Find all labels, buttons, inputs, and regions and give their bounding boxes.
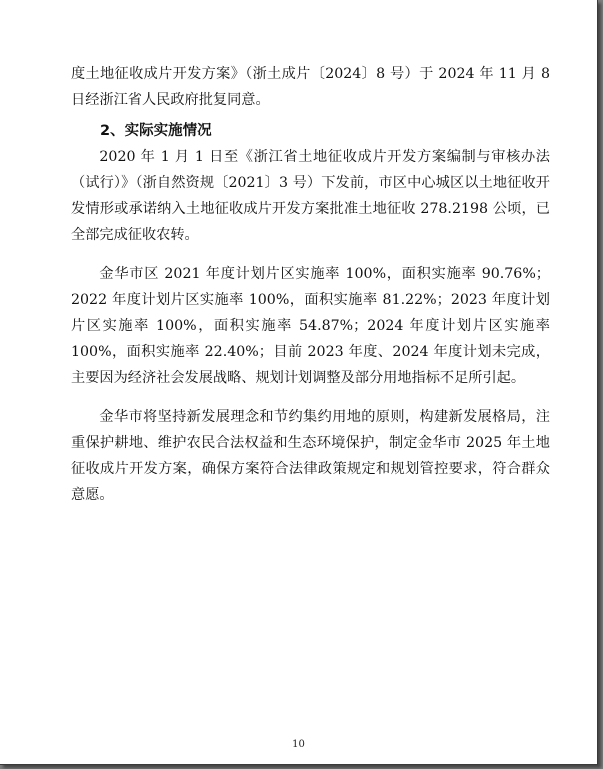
paragraph-plan: 金华市将坚持新发展理念和节约集约用地的原则，构建新发展格局，注重保护耕地、维护农民合法权益和生态环境保护，制定金华市 2025 年土地征收成片开发方案，确保方案符合法律政策规定和规划管控要求，符合群众意愿。: [71, 409, 550, 503]
paragraph-approval: 度土地征收成片开发方案》（浙土成片〔2024〕8 号）于 2024 年 11 月 8 日经浙江省人民政府批复同意。: [71, 66, 550, 108]
paragraph-history: 2020 年 1 月 1 日至《浙江省土地征收成片开发方案编制与审核办法（试行）》（浙自然资规〔2021〕3 号）下发前，市区中心城区以土地征收开发情形或承诺纳入土地征收成片开发方案批准土地征收 278.2198 公顷，已全部完成征收农转。: [71, 149, 550, 243]
paragraph-rates: 金华市区 2021 年度计划片区实施率 100%，面积实施率 90.76%；2022 年度计划片区实施率 100%，面积实施率 81.22%；2023 年度计划片区实施率 100%，面积实施率 54.87%；2024 年度计划片区实施率 100%，面积实施率 22.40%；目前 2023 年度、2024 年度计划未完成，主要因为经济社会发展战略、规划计划调整及部分用地指标不足所引起。: [71, 266, 550, 386]
section-heading: 2、实际实施情况: [100, 123, 212, 139]
page-number: 10: [292, 739, 305, 750]
body-text: [71, 61, 550, 508]
